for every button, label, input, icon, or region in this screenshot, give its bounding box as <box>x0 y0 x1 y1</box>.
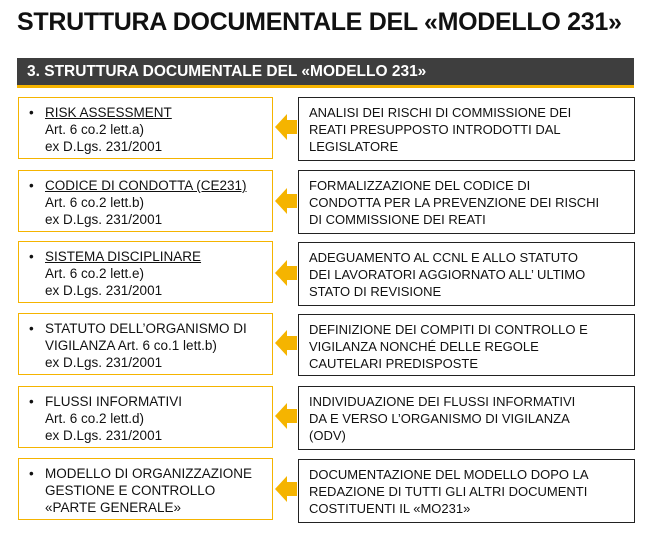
section-header-label: 3. STRUTTURA DOCUMENTALE DEL «MODELLO 231» <box>27 63 427 80</box>
left-arrow-icon <box>275 403 297 429</box>
page-title: STRUTTURA DOCUMENTALE DEL «MODELLO 231» <box>17 8 622 36</box>
right-box-line: ANALISI DEI RISCHI DI COMMISSIONE DEI <box>309 105 572 120</box>
left-arrow-icon <box>275 260 297 286</box>
left-box-risk-assessment <box>18 97 273 159</box>
left-arrow-icon <box>275 188 297 214</box>
left-box-line: ex D.Lgs. 231/2001 <box>45 355 163 370</box>
section-header-bar <box>17 58 634 88</box>
left-box-statuto-odv <box>18 313 273 375</box>
right-box-definizione-compiti <box>298 314 635 376</box>
bullet-icon: • <box>29 321 34 336</box>
right-box-line: FORMALIZZAZIONE DEL CODICE DI <box>309 178 531 193</box>
right-box-line: ADEGUAMENTO AL CCNL E ALLO STATUTO <box>309 250 578 265</box>
left-box-modello-organizzazione <box>18 458 273 520</box>
right-box-line: REATI PRESUPPOSTO INTRODOTTI DAL <box>309 122 561 137</box>
right-box-line: (ODV) <box>309 428 346 443</box>
right-box-line: DEI LAVORATORI AGGIORNATO ALL’ ULTIMO <box>309 267 586 282</box>
left-arrow-icon <box>275 114 297 140</box>
left-box-label: STATUTO DELL’ORGANISMO DI <box>45 321 247 336</box>
left-box-line: Art. 6 co.2 lett.e) <box>45 266 145 281</box>
left-box-line: Art. 6 co.2 lett.d) <box>45 411 145 426</box>
right-box-line: LEGISLATORE <box>309 139 399 154</box>
left-box-line: VIGILANZA Art. 6 co.1 lett.b) <box>45 338 217 353</box>
left-box-codice-condotta <box>18 170 273 232</box>
left-box-sistema-disciplinare <box>18 241 273 303</box>
left-arrow-icon <box>275 330 297 356</box>
right-box-line: COSTITUENTI IL «MO231» <box>309 501 471 516</box>
left-box-label: SISTEMA DISCIPLINARE <box>45 249 202 264</box>
left-box-line: Art. 6 co.2 lett.b) <box>45 195 145 210</box>
right-box-line: DA E VERSO L’ORGANISMO DI VIGILANZA <box>309 411 570 426</box>
right-box-formalizzazione-codice <box>298 170 635 234</box>
left-box-line: GESTIONE E CONTROLLO <box>45 483 216 498</box>
right-box-analisi-rischi <box>298 97 635 161</box>
left-box-label: CODICE DI CONDOTTA (CE231) <box>45 178 247 193</box>
left-box-line: ex D.Lgs. 231/2001 <box>45 428 163 443</box>
left-box-line: Art. 6 co.2 lett.a) <box>45 122 145 137</box>
left-box-line: ex D.Lgs. 231/2001 <box>45 283 163 298</box>
right-box-adeguamento-ccnl <box>298 242 635 306</box>
right-box-line: CAUTELARI PREDISPOSTE <box>309 356 479 371</box>
bullet-icon: • <box>29 394 34 409</box>
right-box-line: DI COMMISSIONE DEI REATI <box>309 212 486 227</box>
left-box-line: «PARTE GENERALE» <box>45 500 182 515</box>
right-box-line: REDAZIONE DI TUTTI GLI ALTRI DOCUMENTI <box>309 484 588 499</box>
bullet-icon: • <box>29 105 34 120</box>
right-box-documentazione-modello <box>298 459 635 523</box>
left-arrow-icon <box>275 476 297 502</box>
left-box-flussi-informativi <box>18 386 273 448</box>
right-box-individuazione-flussi <box>298 386 635 450</box>
bullet-icon: • <box>29 178 34 193</box>
left-box-line: ex D.Lgs. 231/2001 <box>45 139 163 154</box>
bullet-icon: • <box>29 249 34 264</box>
bullet-icon: • <box>29 466 34 481</box>
right-box-line: DOCUMENTAZIONE DEL MODELLO DOPO LA <box>309 467 589 482</box>
right-box-line: DEFINIZIONE DEI COMPITI DI CONTROLLO E <box>309 322 588 337</box>
right-box-line: CONDOTTA PER LA PREVENZIONE DEI RISCHI <box>309 195 600 210</box>
right-box-line: VIGILANZA NONCHÉ DELLE REGOLE <box>309 339 539 354</box>
right-box-line: INDIVIDUAZIONE DEI FLUSSI INFORMATIVI <box>309 394 576 409</box>
left-box-label: MODELLO DI ORGANIZZAZIONE <box>45 466 253 481</box>
right-box-line: STATO DI REVISIONE <box>309 284 442 299</box>
left-box-label: RISK ASSESSMENT <box>45 105 172 120</box>
left-box-label: FLUSSI INFORMATIVI <box>45 394 183 409</box>
left-box-line: ex D.Lgs. 231/2001 <box>45 212 163 227</box>
